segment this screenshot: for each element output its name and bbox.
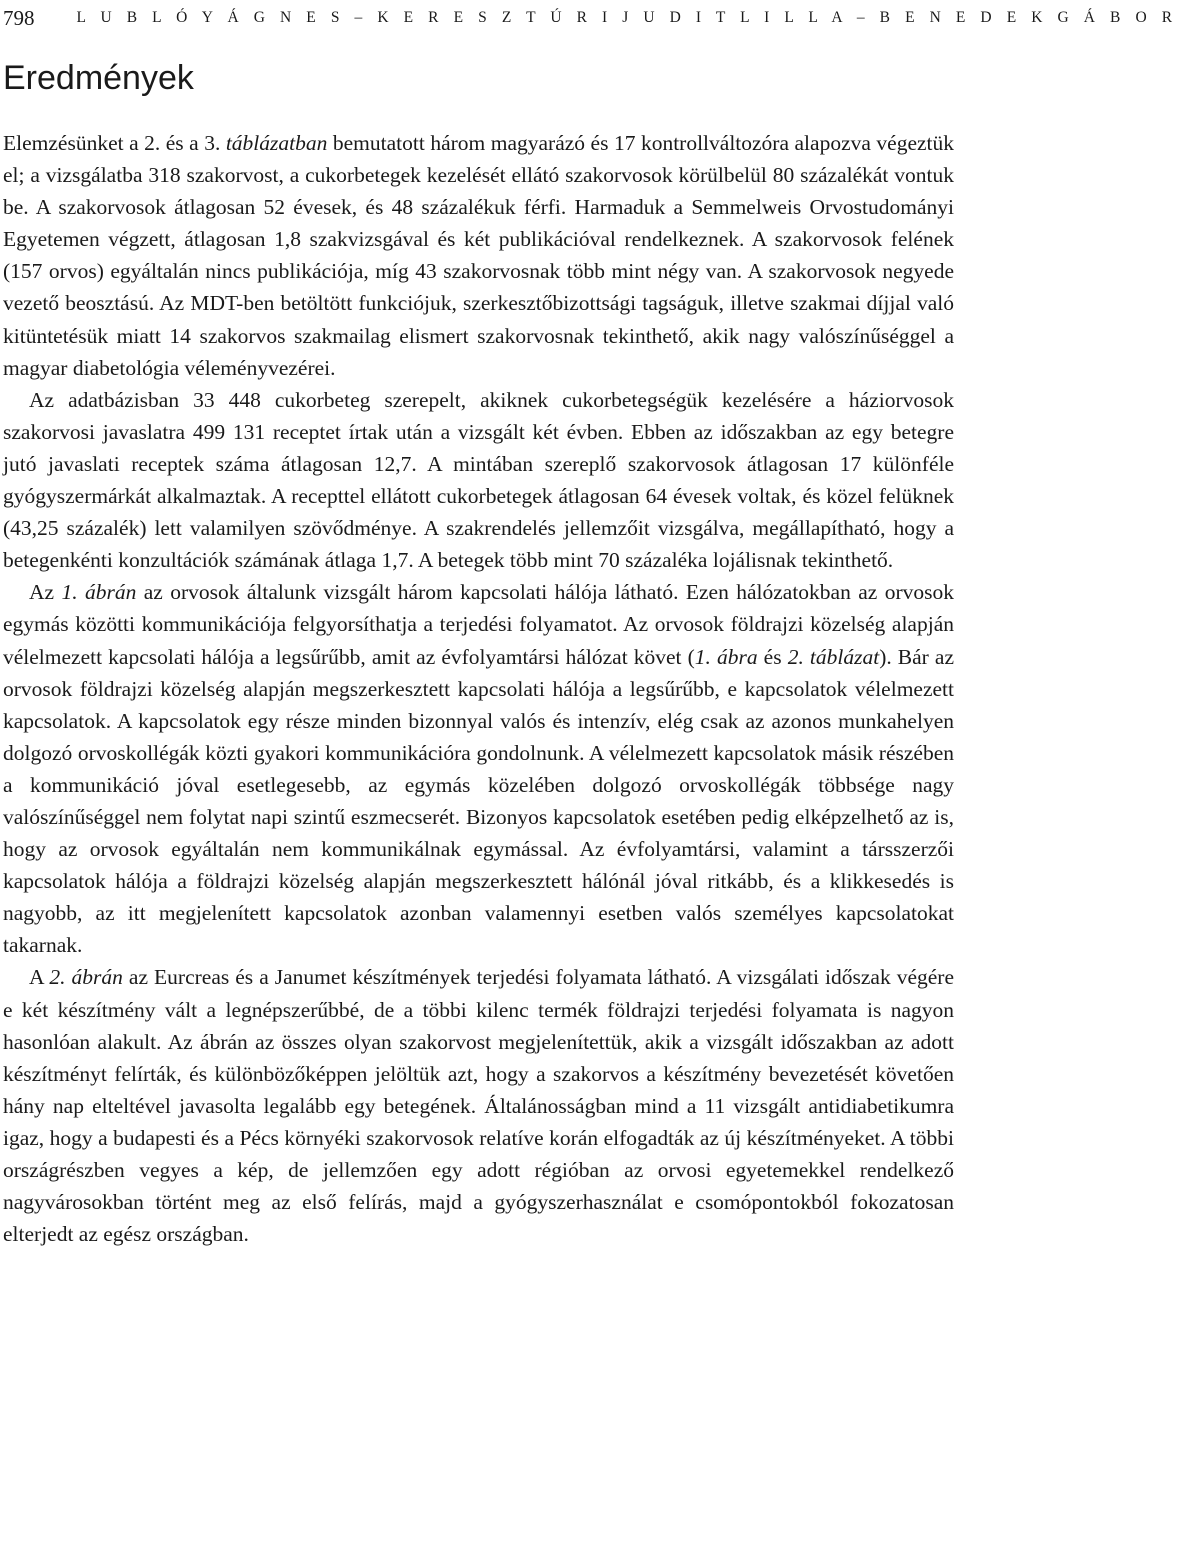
text-run: Elemzésünket a 2. és a 3. xyxy=(3,131,226,155)
paragraph xyxy=(3,384,954,577)
italic-reference: 1. ábra xyxy=(694,644,758,669)
text-run: az Eurcreas és a Janumet készítmények terjedési folyamata látható. A vizsgálati időszak végére e két készítmény vált a legnépszerűbbé, de a többi kilenc termék földrajzi terjedési folyamata is nagyon hasonlóan alakult. Az ábrán az összes olyan szakorvost megjelenítettük, akik a vizsgált időszakban az adott készítményt felírták, és különbözőképpen jelöltük azt, hogy a szakorvos a készítmény bevezetését követően hány nap elteltével javasolta legalább egy betegének. Általánosságban mind a 11 vizsgált antidiabetikumra igaz, hogy a budapesti és a Pécs környéki szakorvosok relatíve korán elfogadták az új készítményeket. A többi országrészben vegyes a kép, de jellemzően egy adott régióban az orvosi egyetemekkel rendelkező nagyvárosokban történt meg az első felírás, majd a gyógyszerhasználat e csomópontokból fokozatosan elterjedt az egész országban. xyxy=(3,965,955,1247)
italic-reference: 2. táblázat xyxy=(787,644,880,669)
text-run: és xyxy=(757,644,788,669)
text-run: Az xyxy=(29,580,62,605)
text-run: az orvosok általunk vizsgált három kapcsolati hálója látható. Ezen hálózatokban az orvosok egymás közötti kommunikációja felgyorsíthatja a terjedési folyamatot. Az orvosok földrajzi közelség alapján vélelmezett kapcsolati hálója a legsűrűbb, amit az évfolyamtársi hálózat követ ( xyxy=(3,580,954,669)
paragraph xyxy=(3,961,954,1250)
article-body xyxy=(3,127,954,1250)
italic-reference: 2. ábrán xyxy=(49,965,123,990)
italic-reference: táblázatban xyxy=(225,131,328,155)
running-head-authors: L U B L Ó Y Á G N E S – K E R E S Z T Ú R I J U D I T L I L L A – B E N E D E K G Á B O R xyxy=(76,9,1178,26)
section-title: Eredmények xyxy=(3,59,194,97)
italic-reference: 1. ábrán xyxy=(61,580,137,605)
text-run: bemutatott három magyarázó és 17 kontrollváltozóra alapozva végeztük el; a vizsgálatba 318 szakorvost, a cukorbetegek kezelését ellátó szakorvosok körülbelül 80 százalékát vontuk be. A szakorvosok átlagosan 52 évesek, és 48 százalékuk férfi. Harmaduk a Semmelweis Orvostudományi Egyetemen végzett, átlagosan 1,8 szakvizsgával és két publikációval rendelkeznek. A szakorvosok felének (157 orvos) egyáltalán nincs publikációja, míg 43 szakorvosnak több mint négy van. A szakorvosok negyede vezető beosztású. Az MDT-ben betöltött funkciójuk, szerkesztőbizottsági tagságuk, illetve szakmai díjjal való kitüntetésük miatt 14 szakorvos szakmailag elismert szakorvosnak tekinthető, akik nagy valószínűséggel a magyar diabetológia véleményvezérei. xyxy=(3,131,955,380)
paragraph xyxy=(3,127,954,384)
text-run: ). Bár az orvosok földrajzi közelség alapján megszerkesztett kapcsolati hálója a legsűrűbb, e kapcsolatok vélelmezett kapcsolatok. A kapcsolatok egy része minden bizonnyal valós és intenzív, elég csak az azonos munkahelyen dolgozó orvoskollégák közti gyakori kommunikációra gondolnunk. A vélelmezett kapcsolatok másik részében a kommunikáció jóval esetlegesebb, az egymás közelében dolgozó orvoskollégák többsége nagy valószínűséggel nem folytat napi szintű eszmecserét. Bizonyos kapcsolatok esetében pedig elképzelhető az is, hogy az orvosok egyáltalán nem kommunikálnak egymással. Az évfolyamtársi, valamint a társszerzői kapcsolatok hálója a földrajzi közelség alapján megszerkesztett hálónál jóval ritkább, és a klikkesedés is nagyobb, az itt megjelenített kapcsolatok azonban valamennyi esetben valós személyes kapcsolatokat takarnak. xyxy=(3,644,955,958)
running-header xyxy=(0,3,1178,33)
page-number: 798 xyxy=(3,5,35,30)
paragraph xyxy=(3,576,954,961)
text-run: A xyxy=(29,965,50,990)
text-run: Az adatbázisban 33 448 cukorbeteg szerepelt, akiknek cukorbetegségük kezelésére a háziorvosok szakorvosi javaslatra 499 131 receptet írtak után a vizsgált két évben. Ebben az időszakban az egy betegre jutó javaslati receptek száma átlagosan 12,7. A mintában szereplő szakorvosok átlagosan 17 különféle gyógyszermárkát alkalmaztak. A recepttel ellátott cukorbetegek átlagosan 64 évesek voltak, és közel felüknek (43,25 százalék) lett valamilyen szövődménye. A szakrendelés jellemzőit vizsgálva, megállapítható, hogy a betegenkénti konzultációk számának átlaga 1,7. A betegek több mint 70 százaléka lojálisnak tekinthető. xyxy=(3,387,954,573)
